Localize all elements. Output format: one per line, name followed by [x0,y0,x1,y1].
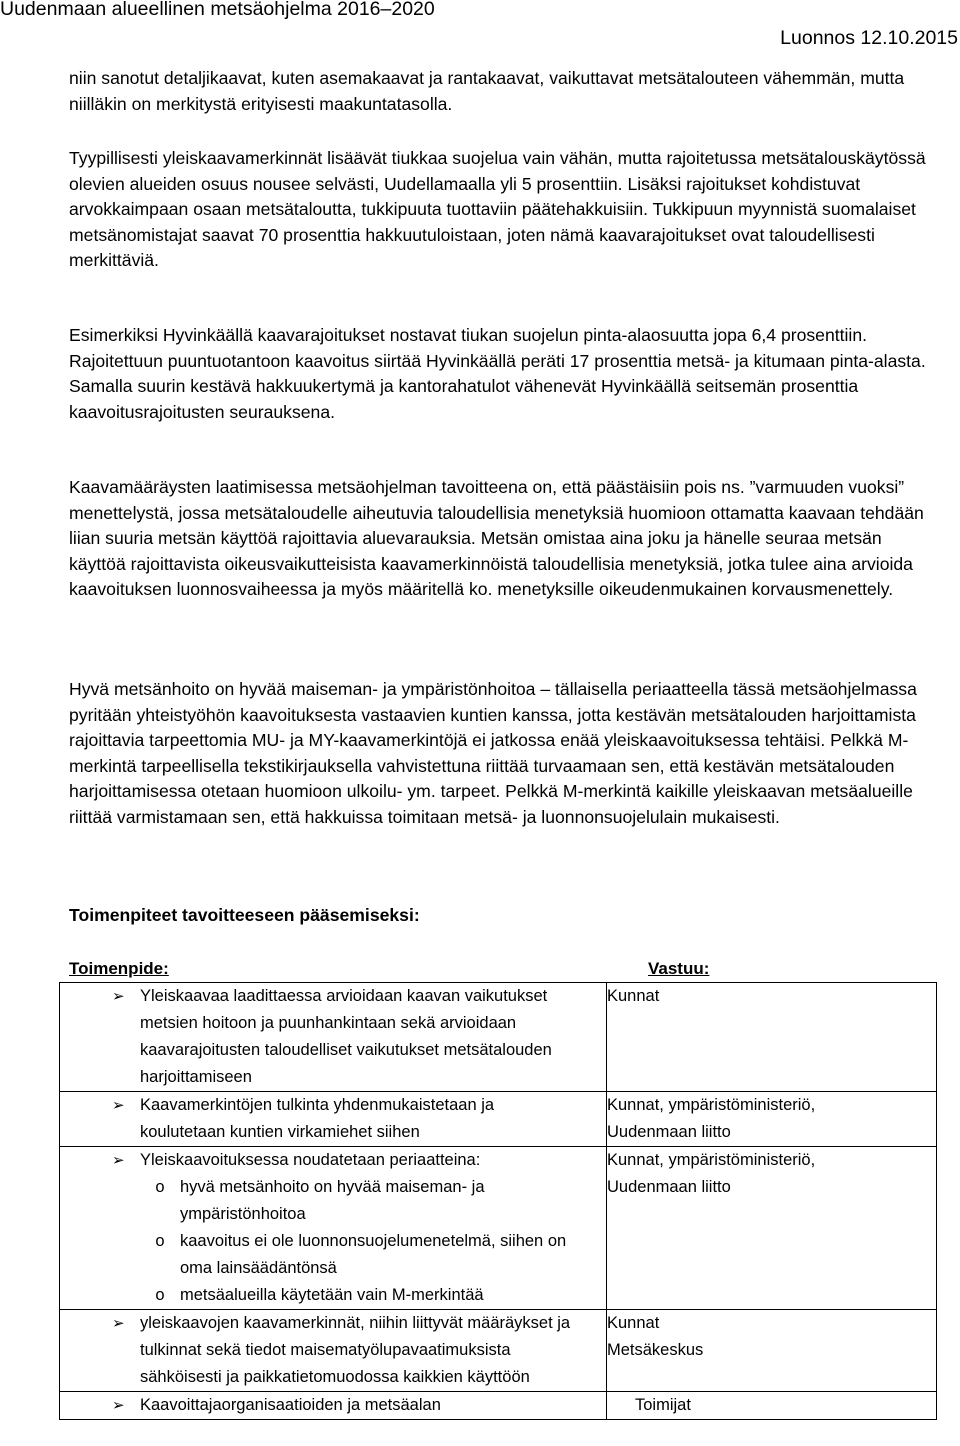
table-row [60,1147,937,1310]
responsible-cell [607,983,937,1092]
action-text: yleiskaavojen kaavamerkinnät, niihin liittyvät määräykset ja tulkinnat sekä tiedot maisematyölupavaatimuksista sähköisesti ja paikkatietomuodossa kaikkien käyttöön [140,1314,571,1386]
paragraph-5: Hyvä metsänhoito on hyvää maiseman- ja ympäristönhoitoa – tällaisella periaatteella tässä metsäohjelmassa pyritään yhteistyöhön kaavoituksesta vastaavien kuntien kanssa, jotta kestävän metsätalouden harjoittamista rajoittavia tarpeettomia MU- ja MY-kaavamerkintöjä ei jatkossa enää yleiskaavoituksessa tehtäisi. Pelkkä M-merkintä tarpeellisella tekstikirjauksella vahvistettuna riittää turvaamaan sen, että kestävän metsätalouden harjoittamisessa otetaan huomioon ulkoilu- ym. tarpeet. Pelkkä M-merkintä kaikille yleiskaavan metsäalueille riittää varmistamaan sen, että hakkuissa toimitaan metsä- ja luonnonsuojelulain mukaisesti. [69,679,917,827]
paragraph-2: Tyypillisesti yleiskaavamerkinnät lisäävät tiukkaa suojelua vain vähän, mutta rajoitetussa metsätalouskäytössä olevien alueiden osuus nousee selvästi, Uudellamaalla yli 5 prosenttiin. Lisäksi rajoitukset kohdistuvat arvokkaimpaan osaan metsätaloutta, tukkipuuta tuottaviin päätehakkuisiin. Tukkipuun myynnistä suomalaiset metsänomistajat saavat 70 prosenttia hakkuutuloistaan, joten nämä kaavarajoitukset ovat taloudellisesti merkittäviä. [69,148,926,270]
table-row [60,983,937,1092]
action-cell [60,1310,607,1392]
responsible-text: Kunnat [607,987,660,1005]
responsible-cell [607,1092,937,1147]
responsible-text: Kunnat, ympäristöministeriö, [607,1096,816,1114]
action-text: Yleiskaavoituksessa noudatetaan periaatteina: [140,1151,481,1169]
responsible-text: Toimijat [635,1396,691,1414]
responsible-text: Metsäkeskus [607,1341,704,1359]
responsible-text: Uudenmaan liitto [607,1123,731,1141]
column-header-action: Toimenpide: [69,959,169,978]
arrow-bullet-icon: ➢ [112,988,125,1005]
sub-item-text: metsäalueilla käytetään vain M-merkintää [180,1286,484,1304]
sub-item-text: kaavoitus ei ole luonnonsuojelumenetelmä, siihen on oma lainsäädäntönsä [180,1232,567,1277]
table-row [60,1092,937,1147]
responsible-text: Kunnat, ympäristöministeriö, [607,1151,816,1169]
circle-bullet-icon: o [155,1286,165,1304]
action-text: Yleiskaavaa laadittaessa arvioidaan kaavan vaikutukset metsien hoitoon ja puunhankintaan sekä arvioidaan kaavarajoitusten taloudelliset vaikutukset metsätalouden harjoittamiseen [140,987,552,1086]
sub-item-text: hyvä metsänhoito on hyvää maiseman- ja ympäristönhoitoa [180,1178,485,1223]
paragraph-4: Kaavamääräysten laatimisessa metsäohjelman tavoitteena on, että päästäisiin pois ns. ”varmuuden vuoksi” menettelystä, jossa metsätaloudelle aiheutuvia taloudellisia menetyksiä huomioon ottamatta kaavaan tehdään liian suuria metsän käyttöä rajoittavia aluevarauksia. Metsän omistaa aina joku ja hänelle seuraa metsän käyttöä rajoittavista oikeusvaikutteisista kaavamerkinnöistä taloudellisia menetyksiä, jotka tulee aina arvioida kaavoituksen luonnosvaiheessa ja myös määritellä ko. menetyksille oikeudenmukainen korvausmenettely. [69,477,924,599]
table-row [60,1310,937,1392]
responsible-cell [607,1310,937,1392]
section-heading: Toimenpiteet tavoitteeseen pääsemiseksi: [69,905,420,925]
sub-list-item [140,1174,580,1228]
action-cell [60,1147,607,1310]
responsible-cell [607,1147,937,1310]
circle-bullet-icon: o [155,1178,165,1196]
arrow-bullet-icon: ➢ [112,1397,125,1414]
sub-list-item [140,1282,580,1309]
paragraph-3: Esimerkiksi Hyvinkäällä kaavarajoitukset nostavat tiukan suojelun pinta-alaosuutta jopa 6,4 prosenttiin. Rajoitettuun puuntuotantoon kaavoitus siirtää Hyvinkäällä peräti 17 prosenttia metsä- ja kitumaan pinta-alasta. Samalla suurin kestävä hakkuukertymä ja kantorahatulot vähenevät Hyvinkäällä seitsemän prosenttia kaavoitusrajoitusten seurauksena. [69,325,926,422]
column-header-responsible: Vastuu: [648,959,710,978]
arrow-bullet-icon: ➢ [112,1315,125,1332]
responsible-cell [607,1392,937,1420]
document-title: Uudenmaan alueellinen metsäohjelma 2016–2020 [0,0,435,20]
circle-bullet-icon: o [155,1232,165,1250]
action-cell [60,983,607,1092]
action-text: Kaavoittajaorganisaatioiden ja metsäalan [140,1396,441,1414]
action-text: Kaavamerkintöjen tulkinta yhdenmukaistetaan ja koulutetaan kuntien virkamiehet siihen [140,1096,495,1141]
arrow-bullet-icon: ➢ [112,1097,125,1114]
actions-table [59,982,937,1420]
table-row [60,1392,937,1420]
responsible-text: Kunnat [607,1314,660,1332]
action-cell [60,1092,607,1147]
draft-date: Luonnos 12.10.2015 [780,27,958,49]
arrow-bullet-icon: ➢ [112,1152,125,1169]
sub-list-item [140,1228,580,1282]
responsible-text: Uudenmaan liitto [607,1178,731,1196]
paragraph-1: niin sanotut detaljikaavat, kuten asemakaavat ja rantakaavat, vaikuttavat metsätalouteen vähemmän, mutta niilläkin on merkitystä erityisesti maakuntatasolla. [69,68,905,114]
action-cell [60,1392,607,1420]
